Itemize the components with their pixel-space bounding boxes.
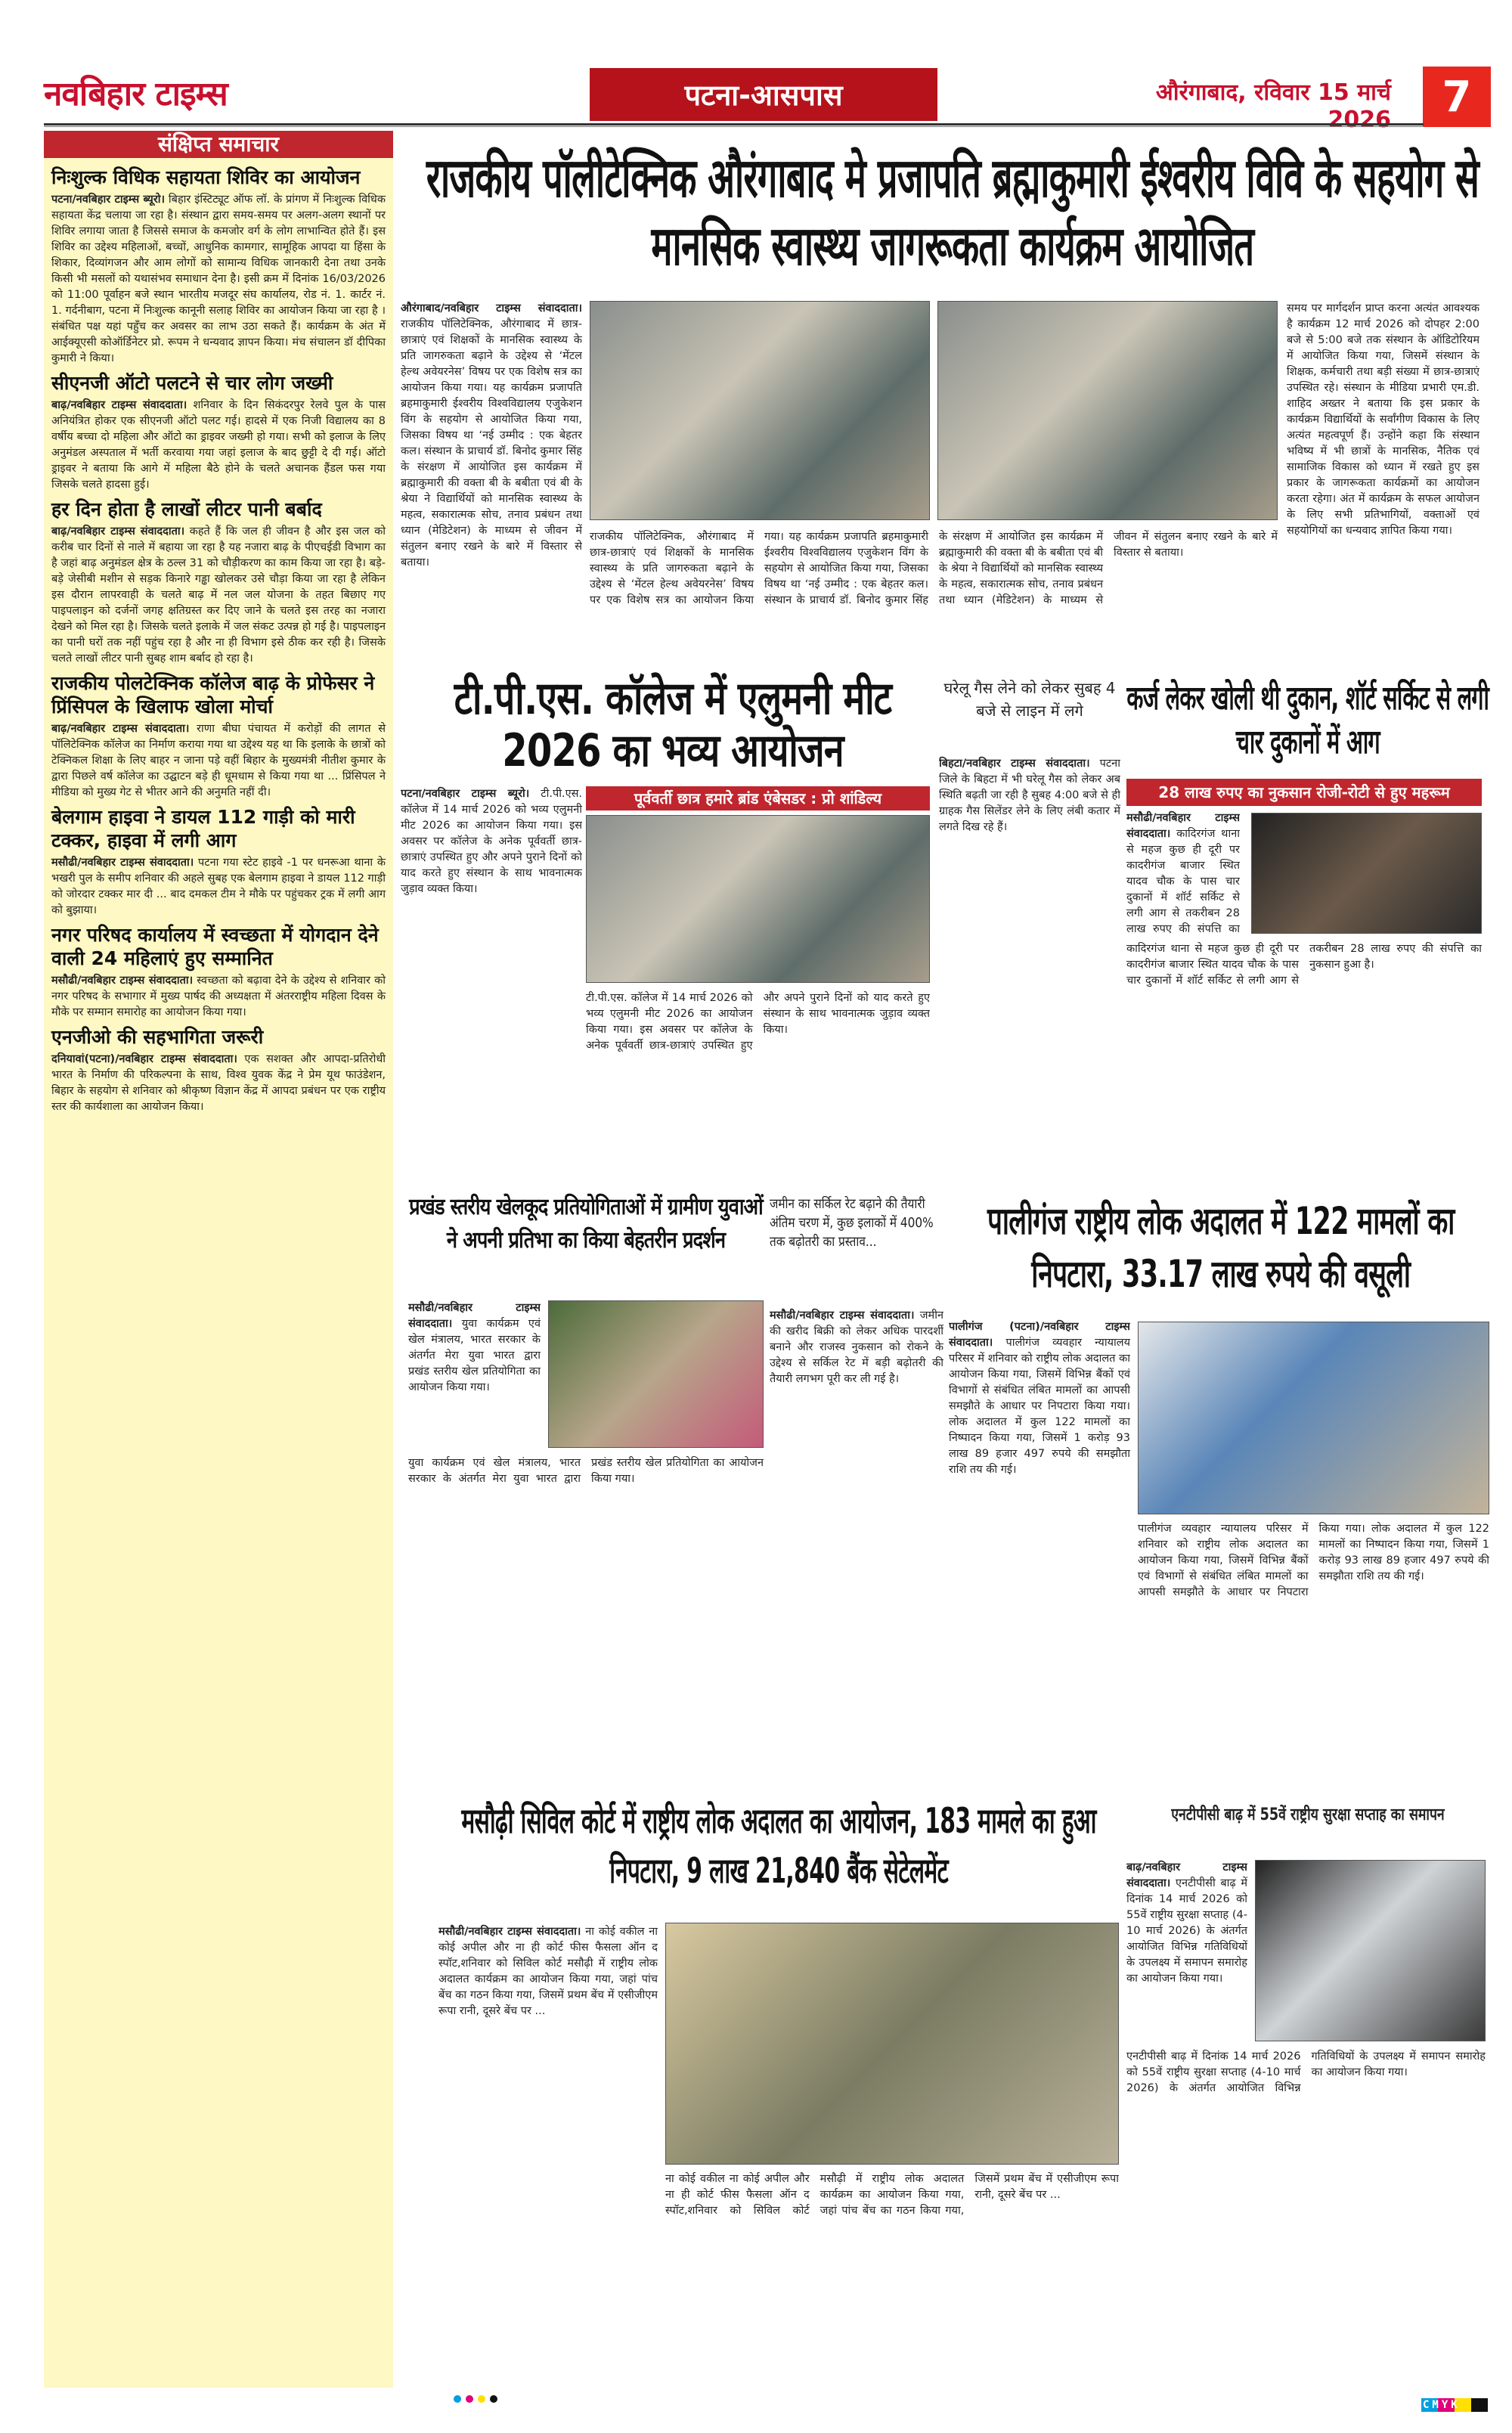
cmyk-print-marks: CMYK xyxy=(1421,2398,1488,2412)
paliganj-body-cols: पालीगंज व्यवहार न्यायालय परिसर में शनिवार को राष्ट्रीय लोक अदालत का आयोजन किया गया, जिसमें विभिन्न बैंकों एवं विभागों से संबंधित लंबित मामलों का आपसी समझौते के आधार पर निपटारा किया गया। लोक अदालत में कुल 122 मामलों का निष्पादन किया गया, जिसमें 1 करोड़ 93 लाख 89 हजार 497 रुपये की समझौता राशि तय की गई। xyxy=(1138,1523,1489,1598)
brief-body: पटना/नवबिहार टाइम्स ब्यूरो। बिहार इंस्टिट्यूट ऑफ लॉ. के प्रांगण में निःशुल्क विधिक सहायता केंद्र चलाया जा रहा है। संस्थान द्वारा समय-समय पर अलग-अलग स्थानों पर शिविर लगाया जाता है जिससे समाज के कमजोर वर्ग के लोग लाभान्वित होते हैं। इस शिविर का उद्देश्य महिलाओं, बच्चों, आधुनिक कामगार, सामूहिक आपदा या हिंसा के शिकार, दिव्यांगजन और आम लोगों को सामान्य विधिक जानकारी देना तथा उनके किसी भी मसलों को यथासंभव समाधान देना है। इसी क्रम में दिनांक 16/03/2026 को 11:00 पूर्वाहन बजे स्थान भारतीय मजदूर संघ कार्यालय, रोड नं. 1. कार्टर नं. 1. गर्दनीबाग, पटना में निःशुल्क कानूनी सलाह शिविर का आयोजन किया जा रहा है । संबंधित पक्ष यहां पहुँच कर अवसर का लाभ उठा सकते हैं। कार्यक्रम के अंत में आईक्यूएसी कोऑर्डिनेटर प्रो. रूपम ने धन्यवाद ज्ञापन किया। मंच संचालन डॉ दीपिका कुमारी ने किया। xyxy=(51,194,386,364)
brief-title: एनजीओ की सहभागिता जरूरी xyxy=(51,1026,264,1048)
lead-headline: राजकीय पॉलीटेक्निक औरंगाबाद मे प्रजापति ब्रह्माकुमारी ईश्वरीय विवि के सहयोग से मानसिक स्वास्थ्य जागरूकता कार्यक्रम आयोजित xyxy=(426,146,1479,277)
registration-dots xyxy=(454,2395,497,2403)
land-body: मसौढी/नवबिहार टाइम्स संवाददाता। जमीन की खरीद बिक्री को लेकर अधिक पारदर्शी बनाने और राजस्व नुकसान को रोकने के उद्देश्य से सर्किल रेट में बड़ी बढ़ोतरी की तैयारी लगभग पूरी कर ली गई है। xyxy=(770,1309,943,1385)
page-number: 7 xyxy=(1423,67,1491,127)
brief-body: बाढ़/नवबिहार टाइम्स संवाददाता। राणा बीघा पंचायत में करोड़ों की लागत से पॉलिटेक्निक कॉलेज का निर्माण कराया गया था उद्देश्य यह था कि इलाके के छात्रों को टेक्निकल शिक्षा के लिए बाहर न जाना पड़े वहीं बिहार के मुख्यमंत्री नीतीश कुमार के द्वारा पिछले वर्ष कॉलेज का उद्घाटन बड़े ही धूमधाम से किया गया था ... प्रिंसिपल ने मीडिया को मुख्य गेट से भीतर आने की अनुमति नहीं दी। xyxy=(51,723,386,798)
masaurhi-photo xyxy=(665,1923,1119,2165)
lead-body-cols: राजकीय पॉलिटेक्निक, औरंगाबाद में छात्र-छात्राएं एवं शिक्षकों के मानसिक स्वास्थ्य के प्रति जागरुकता बढ़ाने के उद्देश्य से ‘मेंटल हेल्थ अवेयरनेस’ विषय पर एक विशेष सत्र का आयोजन किया गया। यह कार्यक्रम प्रजापति ब्रहमाकुमारी ईश्वरीय विश्वविद्यालय एजुकेशन विंग के सहयोग से आयोजित किया गया, जिसका विषय था ‘नई उम्मीद : एक बेहतर कल। संस्थान के प्राचार्य डॉ. बिनोद कुमार सिंह के संरक्षण में आयोजित इस कार्यक्रम में ब्रह्माकुमारी की वक्ता बी के बबीता एवं बी के श्रेया ने विद्यार्थियों को मानसिक स्वास्थ्य के महत्व, सकारात्मक सोच, तनाव प्रबंधन तथा ध्यान (मेडिटेशन) के माध्यम से जीवन में संतुलन बनाए रखने के बारे में विस्तार से बताया। xyxy=(590,531,1278,606)
tps-headline: टी.पी.एस. कॉलेज में एलुमनी मीट 2026 का भव्य आयोजन xyxy=(454,672,892,777)
dot-yellow xyxy=(478,2395,485,2403)
brief-body: बाढ़/नवबिहार टाइम्स संवाददाता। कहते हैं कि जल ही जीवन है और इस जल को करीब चार दिनों से नाले में बहाया जा रहा है यह नजारा बाढ़ के पीएचईडी विभाग का है जहां बाढ़ अनुमंडल क्षेत्र के ठल्ल 31 को चौड़ीकरण का काम किया जा रहा है। बड़े-बड़े जेसीबी मशीन से सड़क किनारे गड्ढा खोलकर उसे चौड़ा किया जा रहा है लेकिन इस दौरान लापरवाही के चलते बाढ़ में नल जल योजना के तहत बिछाए गए पाइपलाइन को दर्जनों जगह क्षतिग्रस्त कर दिए जाने के चलते इस तरह का नजारा देखने को मिल रहा है। जिसके चलते इलाके में जल संकट उत्पन्न हो गई है। पाइपलाइन का पानी घरों तक नहीं पहुंच रहा है और ना ही विभाग इसे ठीक कर रही है। जिसके चलते लाखों लीटर पानी सुबह शाम बर्बाद हो रहा है। xyxy=(51,525,386,665)
section-title: पटना-आसपास xyxy=(590,68,937,121)
tps-photo xyxy=(586,815,930,983)
paliganj-body-col1: पालीगंज (पटना)/नवबिहार टाइम्स संवाददाता। पालीगंज व्यवहार न्यायालय परिसर में शनिवार को राष्ट्रीय लोक अदालत का आयोजन किया गया, जिसमें विभिन्न बैंकों एवं विभागों से संबंधित लंबित मामलों का आपसी समझौते के आधार पर निपटारा किया गया। लोक अदालत में कुल 122 मामलों का निष्पादन किया गया, जिसमें 1 करोड़ 93 लाख 89 हजार 497 रुपये की समझौता राशि तय की गई। xyxy=(949,1321,1130,1476)
briefs-header: संक्षिप्त समाचार xyxy=(44,131,393,158)
tps-subhead: पूर्ववर्ती छात्र हमारे ब्रांड एंबेसडर : प्रो शांडिल्य xyxy=(586,786,930,810)
dot-black xyxy=(490,2395,497,2403)
brief-title: हर दिन होता है लाखों लीटर पानी बर्बाद xyxy=(51,498,322,520)
dot-cyan xyxy=(454,2395,461,2403)
fire-body-cols: कादिरगंज थाना से महज कुछ ही दूरी पर कादरीगंज बाजार स्थित यादव चौक के पास चार दुकानों में शॉर्ट सर्किट से लगी आग से तकरीबन 28 लाख रुपए की संपत्ति का नुकसान हुआ है। xyxy=(1126,943,1482,987)
sports-headline: प्रखंड स्तरीय खेलकूद प्रतियोगिताओं में ग्रामीण युवाओं ने अपनी प्रतिभा का किया बेहतरीन प्रदर्शन xyxy=(409,1194,763,1254)
sports-body-cols: युवा कार्यक्रम एवं खेल मंत्रालय, भारत सरकार के अंतर्गत मेरा युवा भारत द्वारा प्रखंड स्तरीय खेल प्रतियोगिता का आयोजन किया गया। xyxy=(408,1457,764,1485)
newspaper-logo: नवबिहार टाइम्स xyxy=(44,75,228,113)
fire-body-intro: मसौढी/नवबिहार टाइम्स संवाददाता। कादिरगंज थाना से महज कुछ ही दूरी पर कादरीगंज बाजार स्थित यादव चौक के पास चार दुकानों में शॉर्ट सर्किट से लगी आग से तकरीबन 28 लाख रुपए की संपत्ति का xyxy=(1126,812,1240,935)
masaurhi-body-col1: मसौढी/नवबिहार टाइम्स संवाददाता। ना कोई वकील ना कोई अपील और ना ही कोर्ट फीस फैसला ऑन द स्पॉट,शनिवार को सिविल कोर्ट मसौढ़ी में राष्ट्रीय लोक अदालत कार्यक्रम का आयोजन किया गया, जहां पांच बेंच का गठन किया गया, जिसमें प्रथम बेंच में एसीजीएम रूपा रानी, दूसरे बेंच पर ... xyxy=(438,1926,658,2017)
issue-date: औरंगाबाद, रविवार 15 मार्च 2026 xyxy=(1155,79,1391,133)
paliganj-headline: पालीगंज राष्ट्रीय लोक अदालत में 122 मामलों का निपटारा, 33.17 लाख रुपये की वसूली xyxy=(987,1199,1455,1296)
tps-body-col1: पटना/नवबिहार टाइम्स ब्यूरो। टी.पी.एस. कॉलेज में 14 मार्च 2026 को भव्य एलुमनी मीट 2026 का आयोजन किया गया। इस अवसर पर कॉलेज के अनेक पूर्ववर्ती छात्र-छात्राएं उपस्थित हुए और अपने पुराने दिनों को याद करते हुए संस्थान के साथ भावनात्मक जुड़ाव व्यक्त किया। xyxy=(401,788,582,895)
brief-title: राजकीय पोलटेक्निक कॉलेज बाढ़ के प्रोफेसर ने प्रिंसिपल के खिलाफ खोला मोर्चा xyxy=(51,672,375,718)
lead-photo-1 xyxy=(590,301,930,520)
paliganj-photo xyxy=(1138,1322,1489,1514)
sports-photo xyxy=(548,1300,764,1448)
ntpc-photo xyxy=(1255,1860,1486,2041)
masaurhi-body-cols: ना कोई वकील ना कोई अपील और ना ही कोर्ट फीस फैसला ऑन द स्पॉट,शनिवार को सिविल कोर्ट मसौढ़ी में राष्ट्रीय लोक अदालत कार्यक्रम का आयोजन किया गया, जहां पांच बेंच का गठन किया गया, जिसमें प्रथम बेंच में एसीजीएम रूपा रानी, दूसरे बेंच पर ... xyxy=(665,2173,1119,2217)
masthead-rule xyxy=(44,123,1424,127)
brief-body: बाढ़/नवबिहार टाइम्स संवाददाता। शनिवार के दिन सिकंदरपुर रेलवे पुल के पास अनियंत्रित होकर एक सीएनजी ऑटो पलट गई। हादसे में एक निजी विद्यालय का 8 वर्षीय बच्चा दो महिला और ऑटो का ड्राइवर जख्मी हो गया। सभी को इलाज के लिए अनुमंडल अस्पताल में भर्ती करवाया गया जहां इलाज के बाद छुट्टी दे दी गई। ऑटो ड्राइवर ने बताया कि आगे में महिला बैठे होने के चलते अचानक हैंडल फस गया जिसके चलते हादसा हुई। xyxy=(51,399,386,491)
ntpc-body-intro: बाढ़/नवबिहार टाइम्स संवाददाता। एनटीपीसी बाढ़ में दिनांक 14 मार्च 2026 को 55वें राष्ट्रीय सुरक्षा सप्ताह (4-10 मार्च 2026) के अंतर्गत आयोजित विभिन्न गतिविधियों के उपलक्ष्य में समापन समारोह का आयोजन किया गया। xyxy=(1126,1861,1247,1985)
brief-body: मसौढी/नवबिहार टाइम्स संवाददाता। पटना गया स्टेट हाइवे -1 पर धनरूआ थाना के भखरी पुल के समीप शनिवार की अहले सुबह एक बेलगाम हाइवा ने डायल 112 गाड़ी को जोरदार टक्कर मार दी ... बाद दमकल टीम ने मौके पर पहुंचकर ट्रक में लगी आग को बुझाया। xyxy=(51,857,386,916)
masaurhi-headline: मसौढ़ी सिविल कोर्ट में राष्ट्रीय लोक अदालत का आयोजन, 183 मामले का हुआ निपटारा, 9 लाख 21,840 बैंक सेटेलमेंट xyxy=(461,1800,1096,1891)
fire-headline: कर्ज लेकर खोली थी दुकान, शॉर्ट सर्किट से लगी चार दुकानों में आग xyxy=(1126,679,1489,761)
brief-title: सीएनजी ऑटो पलटने से चार लोग जख्मी xyxy=(51,372,333,394)
gas-headline: घरेलू गैस लेने को लेकर सुबह 4 बजे से लाइन में लगे xyxy=(943,679,1116,720)
brief-title: नगर परिषद कार्यालय में स्वच्छता में योगदान देने वाली 24 महिलाएं हुए सम्मानित xyxy=(51,924,379,969)
fire-photo xyxy=(1251,813,1482,934)
brief-body: मसौढी/नवबिहार टाइम्स संवाददाता। स्वच्छता को बढ़ावा देने के उद्देश्य से शनिवार को नगर परिषद के सभागार में मुख्य पार्षद की अध्यक्षता में अंतरराष्ट्रीय महिला दिवस के मौके पर सम्मान समारोह का आयोजन किया गया। xyxy=(51,975,386,1018)
land-headline: जमीन का सर्किल रेट बढ़ाने की तैयारी अंतिम चरण में, कुछ इलाकों में 400% तक बढ़ोतरी का प्रस्ताव... xyxy=(770,1196,934,1250)
brief-title: निःशुल्क विधिक सहायता शिविर का आयोजन xyxy=(51,166,361,188)
brief-title: बेलगाम हाइवा ने डायल 112 गाड़ी को मारी टक्कर, हाइवा में लगी आग xyxy=(51,806,355,851)
ntpc-headline: एनटीपीसी बाढ़ में 55वें राष्ट्रीय सुरक्षा सप्ताह का समापन xyxy=(1171,1805,1445,1824)
brief-body: दनियावां(पटना)/नवबिहार टाइम्स संवाददाता। एक सशक्त और आपदा-प्रतिरोधी भारत के निर्माण की परिकल्पना के साथ, विश्व युवक केंद्र ने प्रेम यूथ फाउंडेशन, बिहार के सहयोग से शनिवार को श्रीकृष्ण विज्ञान केंद्र में आपदा प्रबंधन पर एक राष्ट्रीय स्तर की कार्यशाला का आयोजन किया। xyxy=(51,1053,386,1113)
dot-magenta xyxy=(466,2395,473,2403)
fire-subhead: 28 लाख रुपए का नुकसान रोजी-रोटी से हुए महरूम xyxy=(1126,779,1482,806)
sports-body-intro: मसौढी/नवबिहार टाइम्स संवाददाता। युवा कार्यक्रम एवं खेल मंत्रालय, भारत सरकार के अंतर्गत मेरा युवा भारत द्वारा प्रखंड स्तरीय खेल प्रतियोगिता का आयोजन किया गया। xyxy=(408,1302,541,1393)
lead-body-col-right: समय पर मार्गदर्शन प्राप्त करना अत्यंत आवश्यक है कार्यक्रम 12 मार्च 2026 को दोपहर 2:00 बजे से 5:00 बजे तक संस्थान के ऑडिटोरियम में आयोजित किया गया, जिसमें संस्थान के शिक्षक, कर्मचारी तथा बड़ी संख्या में छात्र-छात्राएं उपस्थित रहे। संस्थान के मीडिया प्रभारी एम.डी. शाहिद अख्तर ने बताया कि इस प्रकार के कार्यक्रम विद्यार्थियों के सर्वांगीण विकास के लिए अत्यंत महत्वपूर्ण हैं। उन्होंने कहा कि संस्थान भविष्य में भी छात्रों के मानसिक, नैतिक एवं सामाजिक विकास को ध्यान में रखते हुए इस प्रकार के जागरूकता कार्यक्रमों का आयोजन करता रहेगा। अंत में कार्यक्रम के सफल आयोजन के लिए सभी प्रतिभागियों, वक्ताओं एवं सहयोगियों का धन्यवाद ज्ञापित किया गया। xyxy=(1287,302,1479,537)
news-briefs-column xyxy=(44,131,393,2388)
gas-body: बिहटा/नवबिहार टाइम्स संवाददाता। पटना जिले के बिहटा में भी घरेलू गैस को लेकर अब स्थिति बढ़ती जा रही है सुबह 4:00 बजे से ही ग्राहक गैस सिलेंडर लेने के लिए लंबी कतार में लगते दिख रहे हैं। xyxy=(939,758,1120,833)
briefs-list xyxy=(44,158,393,1115)
lead-body-col1: औरंगाबाद/नवबिहार टाइम्स संवाददाता। राजकीय पॉलिटेक्निक, औरंगाबाद में छात्र-छात्राएं एवं शिक्षकों के मानसिक स्वास्थ्य के प्रति जागरुकता बढ़ाने के उद्देश्य से ‘मेंटल हेल्थ अवेयरनेस’ विषय पर एक विशेष सत्र का आयोजन किया गया। यह कार्यक्रम प्रजापति ब्रहमाकुमारी ईश्वरीय विश्वविद्यालय एजुकेशन विंग के सहयोग से आयोजित किया गया, जिसका विषय था ‘नई उम्मीद : एक बेहतर कल। संस्थान के प्राचार्य डॉ. बिनोद कुमार सिंह के संरक्षण में आयोजित इस कार्यक्रम में ब्रह्माकुमारी की वक्ता बी के बबीता एवं बी के श्रेया ने विद्यार्थियों को मानसिक स्वास्थ्य के महत्व, सकारात्मक सोच, तनाव प्रबंधन तथा ध्यान (मेडिटेशन) के माध्यम से जीवन में संतुलन बनाए रखने के बारे में विस्तार से बताया। xyxy=(401,302,582,569)
lead-photo-2 xyxy=(937,301,1278,520)
ntpc-body-cols: एनटीपीसी बाढ़ में दिनांक 14 मार्च 2026 को 55वें राष्ट्रीय सुरक्षा सप्ताह (4-10 मार्च 2026) के अंतर्गत आयोजित विभिन्न गतिविधियों के उपलक्ष्य में समापन समारोह का आयोजन किया गया। xyxy=(1126,2050,1486,2094)
tps-body-cols: टी.पी.एस. कॉलेज में 14 मार्च 2026 को भव्य एलुमनी मीट 2026 का आयोजन किया गया। इस अवसर पर कॉलेज के अनेक पूर्ववर्ती छात्र-छात्राएं उपस्थित हुए और अपने पुराने दिनों को याद करते हुए संस्थान के साथ भावनात्मक जुड़ाव व्यक्त किया। xyxy=(586,992,930,1052)
